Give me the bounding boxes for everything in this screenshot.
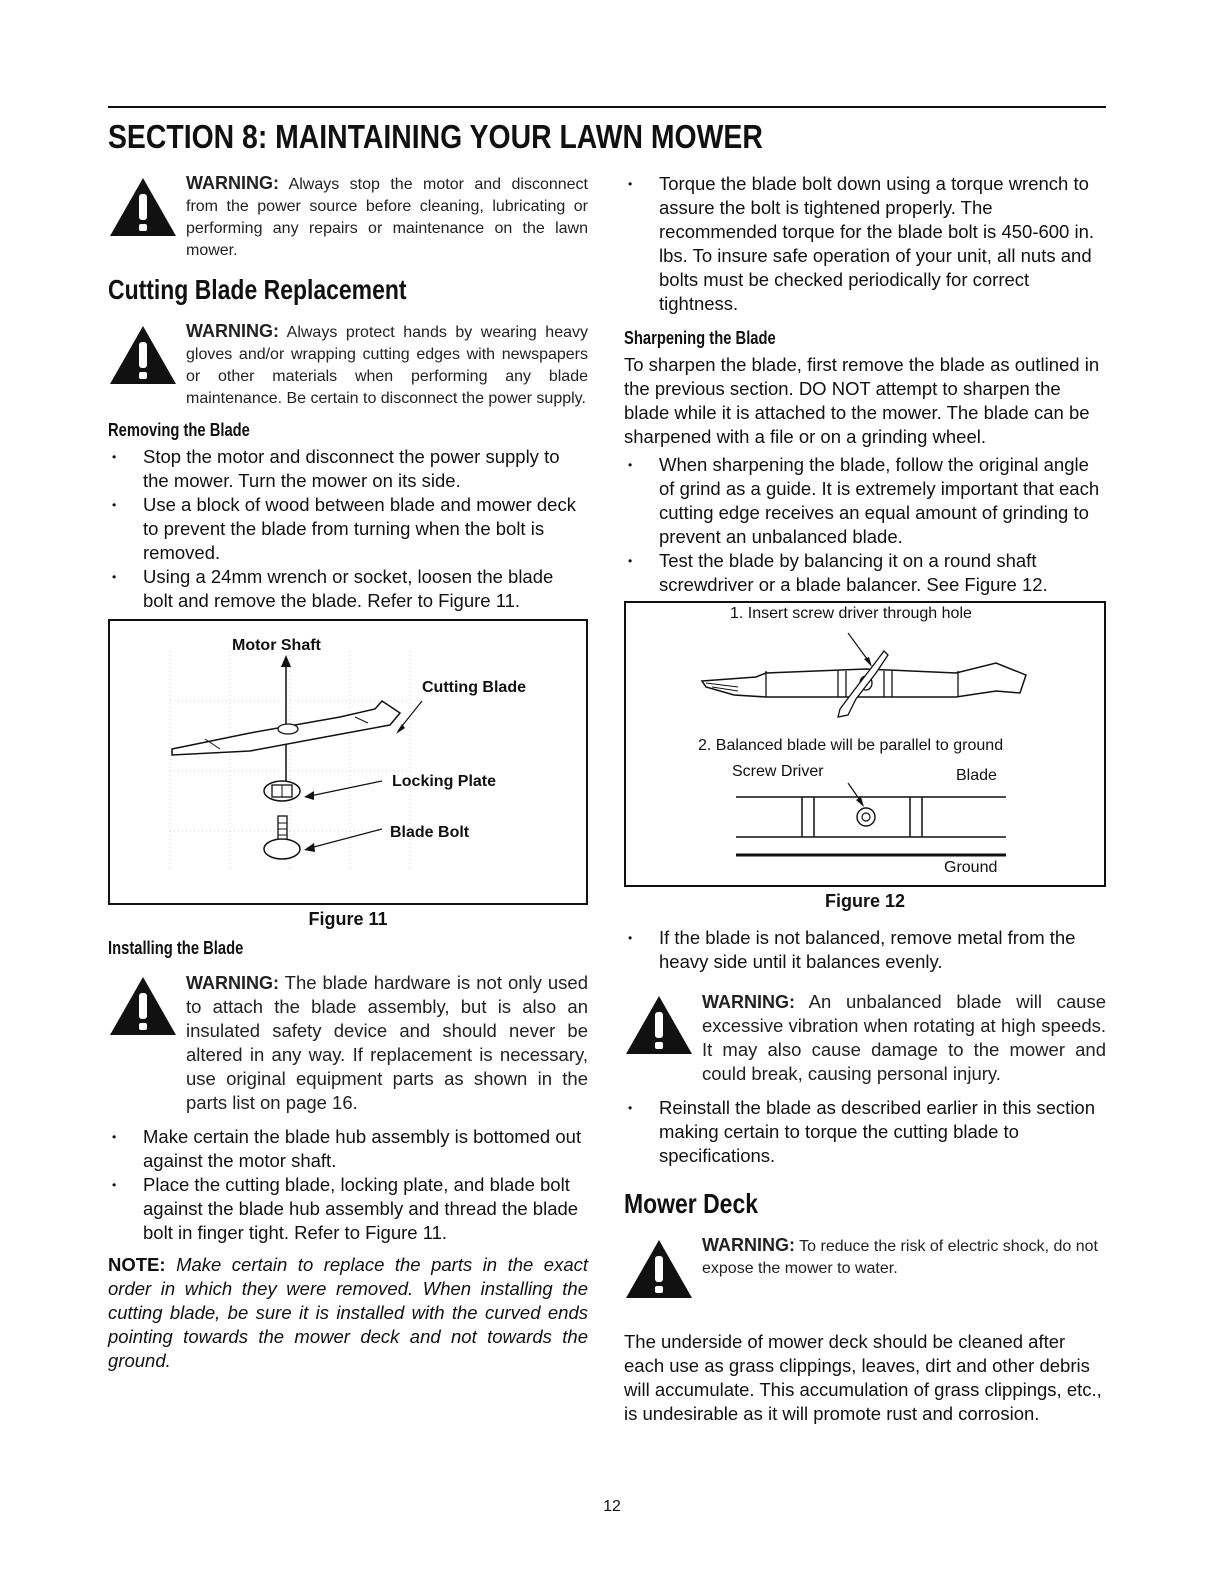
warning-text: An unbalanced blade will cause excessive vibration when rotating at high speeds. It may also cause damage to the mower and could break, causing personal injury. [702, 991, 1107, 1084]
figure-12-caption: Figure 12 [824, 891, 906, 911]
warning-triangle-icon [108, 324, 178, 386]
balance-step [624, 926, 1106, 974]
list-item: • Test the blade by balancing it on a round shaft screwdriver or a blade balancer. See Figure 12. [624, 549, 1106, 597]
warning-label: WARNING: [702, 992, 795, 1012]
warning-protect-hands [108, 320, 588, 410]
list-item: • Make certain the blade hub assembly is bottomed out against the motor shaft. [108, 1125, 588, 1173]
warning-triangle-icon [624, 1238, 694, 1300]
installing-steps [108, 1125, 588, 1245]
sharpening-blade-heading: Sharpening the Blade [624, 328, 776, 348]
note [108, 1253, 588, 1373]
warning-label: WARNING: [186, 173, 279, 193]
cutting-blade-heading: Cutting Blade Replacement [108, 274, 407, 305]
warning-text: Always stop the motor and disconnect from the power source before cleaning, lubricating or performing any repairs or maintenance on the lawn mower. [186, 176, 588, 259]
motor-shaft-label: Motor Shaft [232, 637, 321, 654]
mower-deck-heading: Mower Deck [624, 1188, 758, 1219]
warning-blade-hardware [108, 971, 588, 1115]
ground-label: Ground [944, 859, 998, 876]
list-item: • Place the cutting blade, locking plate, and blade bolt against the blade hub assembly and thread the blade bolt in finger tight. Refer to Figure 11. [108, 1173, 588, 1245]
sharpening-paragraph: To sharpen the blade, first remove the blade as outlined in the previous section. DO NOT attempt to sharpen the blade while it is attached to the mower. The blade can be sharpened with a file or on a grinding wheel. [624, 354, 1100, 447]
screw-driver-label: Screw Driver [732, 763, 824, 780]
left-column [108, 172, 588, 1373]
warning-triangle-icon [108, 176, 178, 238]
list-item: • Using a 24mm wrench or socket, loosen the blade bolt and remove the blade. Refer to Figure 11. [108, 565, 588, 613]
reinstall-step [624, 1096, 1106, 1168]
torque-step [624, 172, 1106, 316]
cutting-blade-label: Cutting Blade [422, 679, 526, 696]
locking-plate-label: Locking Plate [392, 773, 497, 790]
right-column [624, 172, 1106, 1426]
warning-triangle-icon [108, 975, 178, 1037]
note-label: NOTE: [108, 1254, 166, 1275]
page-number: 12 [603, 1498, 621, 1515]
warning-text: Always protect hands by wearing heavy gloves and/or wrapping cutting edges with newspapers or other materials when performing any blade maintenance. Be certain to disconnect the power supply. [186, 324, 589, 407]
removing-blade-heading: Removing the Blade [108, 420, 250, 440]
step2-label: 2. Balanced blade will be parallel to ground [698, 737, 1004, 754]
blade-assembly-diagram [110, 621, 586, 903]
warning-text: The blade hardware is not only used to attach the blade assembly, but is also an insulated safety device and should never be altered in any way. If replacement is necessary, use original equipment parts as shown in the parts list on page 16. [186, 972, 588, 1113]
warning-unbalanced-blade [624, 990, 1106, 1086]
sharpening-steps [624, 453, 1106, 597]
warning-label: WARNING: [702, 1235, 795, 1255]
installing-blade-heading: Installing the Blade [108, 938, 244, 958]
warning-label: WARNING: [186, 321, 279, 341]
list-item: • Reinstall the blade as described earlier in this section making certain to torque the cutting blade to specifications. [624, 1096, 1106, 1168]
warning-text: To reduce the risk of electric shock, do not expose the mower to water. [702, 1238, 1098, 1277]
figure-11-caption: Figure 11 [308, 909, 388, 929]
blade-label: Blade [956, 767, 997, 784]
figure-12 [624, 601, 1106, 887]
removing-steps [108, 445, 588, 613]
list-item: • If the blade is not balanced, remove metal from the heavy side until it balances evenly. [624, 926, 1106, 974]
list-item: • Use a block of wood between blade and mower deck to prevent the blade from turning when the bolt is removed. [108, 493, 588, 565]
warning-power-source [108, 172, 588, 262]
mower-deck-paragraph: The underside of mower deck should be cleaned after each use as grass clippings, leaves, dirt and other debris will accumulate. This accumulation of grass clippings, etc., is undesirable as it will promote rust and corrosion. [624, 1331, 1102, 1424]
top-rule [108, 106, 1106, 108]
note-text: Make certain to replace the parts in the exact order in which they were removed. When installing the cutting blade, be sure it is installed with the curved ends pointing towards the mower deck and not towards the ground. [108, 1254, 589, 1371]
step1-label: 1. Insert screw driver through hole [730, 605, 972, 622]
warning-label: WARNING: [186, 973, 279, 993]
warning-triangle-icon [624, 994, 694, 1056]
list-item: • When sharpening the blade, follow the original angle of grind as a guide. It is extremely important that each cutting edge receives an equal amount of grinding to prevent an unbalanced blade. [624, 453, 1106, 549]
list-item: • Stop the motor and disconnect the power supply to the mower. Turn the mower on its side. [108, 445, 588, 493]
warning-electric-shock [624, 1234, 1106, 1300]
blade-bolt-label: Blade Bolt [390, 824, 470, 841]
list-item: • Torque the blade bolt down using a torque wrench to assure the bolt is tightened properly. The recommended torque for the blade bolt is 450-600 in. lbs. To insure safe operation of your unit, all nuts and bolts must be checked periodically for correct tightness. [624, 172, 1106, 316]
figure-11 [108, 619, 588, 905]
section-title: SECTION 8: MAINTAINING YOUR LAWN MOWER [108, 118, 763, 155]
